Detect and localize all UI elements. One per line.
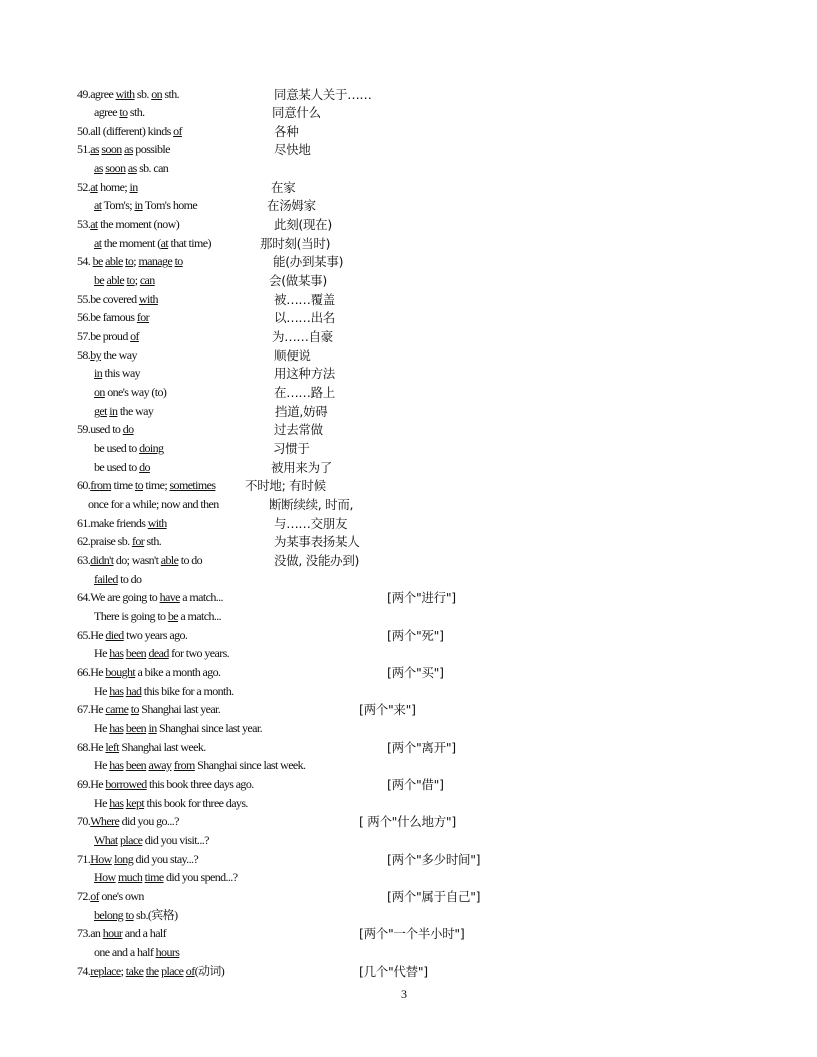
- phrase-chinese: 过去常做: [274, 422, 323, 437]
- underlined-keyword: sometimes: [169, 478, 216, 492]
- underlined-keyword: in: [134, 198, 143, 212]
- phrase-text: and a half: [122, 926, 167, 940]
- phrase-text: ;: [133, 254, 139, 268]
- phrase-chinese: [ 两个"什么地方"]: [359, 814, 456, 829]
- phrase-text: once for a while; now and then: [88, 497, 219, 511]
- phrase-text: one's way (to): [104, 385, 167, 399]
- underlined-keyword: came: [105, 702, 129, 716]
- phrase-chinese: 能(办到某事): [273, 254, 344, 269]
- underlined-keyword: do: [122, 422, 134, 436]
- phrase-text: one and a half: [94, 945, 156, 959]
- phrase-text: 72.: [77, 889, 91, 903]
- underlined-keyword: died: [105, 628, 124, 642]
- underlined-keyword: be: [167, 609, 178, 623]
- phrase-text: a match...: [178, 609, 222, 623]
- phrase-english: [94, 236, 211, 251]
- phrase-chinese: [两个"离开"]: [387, 740, 456, 755]
- underlined-keyword: in: [94, 366, 103, 380]
- phrase-english: [77, 534, 161, 549]
- underlined-keyword: had: [125, 684, 142, 698]
- underlined-keyword: away: [148, 758, 172, 772]
- phrase-english: [94, 441, 163, 456]
- phrase-chinese: 为……自豪: [272, 329, 334, 344]
- phrase-chinese: 为某事表扬某人: [274, 534, 360, 549]
- phrase-english: [94, 161, 168, 176]
- phrase-text: time;: [143, 478, 170, 492]
- phrase-text: sb.(宾格): [133, 908, 178, 922]
- phrase-text: He: [94, 721, 110, 735]
- phrase-text: one's own: [99, 889, 144, 903]
- phrase-chinese: 在家: [271, 180, 296, 195]
- phrase-text: 66.He: [77, 665, 106, 679]
- underlined-keyword: as: [127, 161, 137, 175]
- phrase-text: 58.: [77, 348, 91, 362]
- underlined-keyword: dead: [148, 646, 169, 660]
- underlined-keyword: didn't: [90, 553, 114, 567]
- phrase-english: [77, 254, 183, 269]
- underlined-keyword: long: [114, 852, 134, 866]
- underlined-keyword: to: [130, 702, 139, 716]
- phrase-english: [77, 87, 179, 102]
- phrase-text: to do: [117, 572, 142, 586]
- phrase-chinese: 同意某人关于……: [274, 87, 372, 102]
- phrase-english: [77, 628, 187, 643]
- underlined-keyword: hour: [102, 926, 123, 940]
- phrase-text: the moment (now): [97, 217, 180, 231]
- phrase-text: a bike a month ago.: [135, 665, 221, 679]
- phrase-text: 71.: [77, 852, 91, 866]
- phrase-english: [77, 702, 220, 717]
- underlined-keyword: to: [134, 478, 144, 492]
- phrase-english: [94, 646, 229, 661]
- phrase-text: 62.praise sb.: [77, 534, 132, 548]
- phrase-chinese: 与……交朋友: [274, 516, 348, 531]
- phrase-text: 68.He: [77, 740, 106, 754]
- phrase-english: [77, 590, 223, 605]
- underlined-keyword: the: [145, 964, 159, 978]
- phrase-english: [77, 478, 215, 493]
- phrase-english: [77, 889, 144, 904]
- phrase-chinese: 习惯于: [273, 441, 310, 456]
- phrase-text: 69.He: [77, 777, 106, 791]
- phrase-text: He: [94, 796, 110, 810]
- underlined-keyword: with: [115, 87, 135, 101]
- phrase-text: did you stay...?: [133, 852, 199, 866]
- underlined-keyword: can: [139, 273, 155, 287]
- underlined-keyword: as: [90, 142, 99, 156]
- phrase-text: 50.all (different) kinds: [77, 124, 174, 138]
- phrase-text: 64.We are going to: [77, 590, 160, 604]
- underlined-keyword: belong: [94, 908, 124, 922]
- underlined-keyword: borrowed: [105, 777, 147, 791]
- underlined-keyword: take: [125, 964, 144, 978]
- phrase-chinese: 被用来为了: [271, 460, 333, 475]
- phrase-text: the moment (: [101, 236, 161, 250]
- phrase-text: did you visit...?: [142, 833, 209, 847]
- phrase-text: time: [111, 478, 135, 492]
- phrase-chinese: 在汤姆家: [267, 198, 316, 213]
- phrase-english: [77, 777, 254, 792]
- underlined-keyword: How: [94, 870, 116, 884]
- underlined-keyword: to: [125, 908, 134, 922]
- underlined-keyword: kept: [125, 796, 145, 810]
- underlined-keyword: able: [160, 553, 179, 567]
- phrase-chinese: 以……出名: [274, 310, 336, 325]
- phrase-chinese: [几个"代替"]: [359, 964, 428, 979]
- underlined-keyword: soon: [101, 142, 122, 156]
- phrase-english: [94, 105, 145, 120]
- underlined-keyword: of: [130, 329, 139, 343]
- underlined-keyword: been: [125, 646, 147, 660]
- phrase-text: 70.: [77, 814, 91, 828]
- phrase-chinese: [两个"属于自己"]: [387, 889, 481, 904]
- phrase-text: 51.: [77, 142, 91, 156]
- phrase-text: 67.He: [77, 702, 106, 716]
- phrase-text: did you spend...?: [163, 870, 238, 884]
- underlined-keyword: at: [160, 236, 169, 250]
- phrase-english: [77, 926, 166, 941]
- underlined-keyword: at: [90, 180, 98, 194]
- phrase-text: (动词): [194, 964, 225, 978]
- phrase-text: 74.: [77, 964, 91, 978]
- phrase-english: [94, 609, 221, 624]
- underlined-keyword: has: [109, 721, 124, 735]
- phrase-english: [94, 385, 166, 400]
- phrase-text: 59.used to: [77, 422, 123, 436]
- underlined-keyword: able: [106, 273, 125, 287]
- phrase-english: [77, 516, 167, 531]
- phrase-text: Shanghai last week.: [119, 740, 206, 754]
- phrase-english: [94, 198, 197, 213]
- phrase-text: Shanghai last year.: [138, 702, 221, 716]
- phrase-text: 54.: [77, 254, 93, 268]
- underlined-keyword: to: [126, 273, 135, 287]
- phrase-text: for two years.: [168, 646, 230, 660]
- phrase-chinese: 没做, 没能办到): [274, 553, 360, 568]
- phrase-text: be used to: [94, 460, 140, 474]
- underlined-keyword: to: [125, 254, 134, 268]
- underlined-keyword: has: [109, 684, 124, 698]
- phrase-text: Shanghai since last year.: [156, 721, 262, 735]
- phrase-text: 55.be covered: [77, 292, 139, 306]
- phrase-english: [77, 740, 206, 755]
- phrase-text: 63.: [77, 553, 91, 567]
- underlined-keyword: How: [90, 852, 112, 866]
- phrase-text: do; wasn't: [113, 553, 161, 567]
- underlined-keyword: left: [105, 740, 119, 754]
- phrase-chinese: [两个"多少时间"]: [387, 852, 481, 867]
- phrase-text: He: [94, 646, 110, 660]
- underlined-keyword: bought: [105, 665, 136, 679]
- phrase-english: [77, 310, 149, 325]
- phrase-english: [77, 814, 179, 829]
- underlined-keyword: from: [90, 478, 112, 492]
- phrase-text: to do: [178, 553, 203, 567]
- phrase-chinese: [两个"死"]: [387, 628, 444, 643]
- phrase-text: sth.: [162, 87, 180, 101]
- phrase-english: [77, 329, 139, 344]
- phrase-text: two years ago.: [123, 628, 188, 642]
- underlined-keyword: has: [109, 646, 124, 660]
- phrase-chinese: [两个"一个半小时"]: [359, 926, 465, 941]
- underlined-keyword: much: [117, 870, 143, 884]
- phrase-text: the way: [117, 404, 154, 418]
- phrase-text: 57.be proud: [77, 329, 131, 343]
- underlined-keyword: place: [120, 833, 143, 847]
- phrase-text: sth.: [144, 534, 162, 548]
- phrase-chinese: 顺便说: [274, 348, 311, 363]
- underlined-keyword: place: [161, 964, 184, 978]
- phrase-text: this book three days ago.: [146, 777, 254, 791]
- phrase-text: 49.agree: [77, 87, 116, 101]
- phrase-english: [94, 908, 177, 923]
- underlined-keyword: be: [92, 254, 103, 268]
- phrase-chinese: 此刻(现在): [274, 217, 332, 232]
- phrase-chinese: [两个"进行"]: [387, 590, 456, 605]
- underlined-keyword: of: [185, 964, 195, 978]
- phrase-text: sb.: [134, 87, 152, 101]
- underlined-keyword: able: [105, 254, 123, 268]
- phrase-text: that time): [168, 236, 211, 250]
- phrase-text: this book for three days.: [144, 796, 248, 810]
- phrase-chinese: [两个"来"]: [359, 702, 416, 717]
- underlined-keyword: soon: [105, 161, 126, 175]
- phrase-chinese: [两个"借"]: [387, 777, 444, 792]
- underlined-keyword: hours: [155, 945, 180, 959]
- underlined-keyword: manage: [138, 254, 173, 268]
- underlined-keyword: Where: [90, 814, 120, 828]
- phrase-chinese: 在……路上: [274, 385, 336, 400]
- underlined-keyword: with: [147, 516, 167, 530]
- phrase-text: 61.make friends: [77, 516, 148, 530]
- underlined-keyword: doing: [139, 441, 164, 455]
- underlined-keyword: get: [94, 404, 107, 418]
- phrase-text: He: [94, 684, 110, 698]
- phrase-english: [77, 142, 170, 157]
- phrase-text: Tom's home: [142, 198, 198, 212]
- phrase-text: He: [94, 758, 110, 772]
- phrase-english: [94, 404, 153, 419]
- phrase-chinese: [两个"买"]: [387, 665, 444, 680]
- underlined-keyword: on: [94, 385, 105, 399]
- underlined-keyword: been: [125, 758, 147, 772]
- phrase-chinese: 同意什么: [272, 105, 321, 120]
- phrase-text: 52.: [77, 180, 91, 194]
- phrase-text: 53.: [77, 217, 91, 231]
- phrase-text: the way: [101, 348, 137, 362]
- underlined-keyword: in: [148, 721, 157, 735]
- phrase-text: this bike for a month.: [141, 684, 234, 698]
- underlined-keyword: has: [109, 758, 124, 772]
- phrase-chinese: 被……覆盖: [274, 292, 336, 307]
- underlined-keyword: been: [125, 721, 147, 735]
- underlined-keyword: in: [109, 404, 118, 418]
- phrase-text: There is going to: [94, 609, 168, 623]
- phrase-text: possible: [132, 142, 170, 156]
- phrase-english: [94, 796, 248, 811]
- phrase-english: [94, 721, 262, 736]
- underlined-keyword: What: [94, 833, 118, 847]
- phrase-chinese: 不时地; 有时候: [245, 478, 326, 493]
- phrase-text: 56.be famous: [77, 310, 137, 324]
- phrase-text: sth.: [127, 105, 145, 119]
- phrase-english: [77, 964, 224, 979]
- underlined-keyword: by: [90, 348, 102, 362]
- phrase-text: ;: [134, 273, 140, 287]
- underlined-keyword: at: [94, 198, 102, 212]
- underlined-keyword: of: [90, 889, 99, 903]
- underlined-keyword: to: [174, 254, 183, 268]
- phrase-english: [94, 945, 179, 960]
- underlined-keyword: on: [151, 87, 162, 101]
- underlined-keyword: time: [144, 870, 164, 884]
- phrase-english: [77, 292, 158, 307]
- phrase-english: [94, 273, 155, 288]
- phrase-chinese: 尽快地: [274, 142, 311, 157]
- underlined-keyword: as: [124, 142, 133, 156]
- phrase-chinese: 会(做某事): [269, 273, 327, 288]
- underlined-keyword: failed: [94, 572, 118, 586]
- phrase-text: did you go...?: [119, 814, 179, 828]
- phrase-text: Tom's;: [101, 198, 135, 212]
- phrase-chinese: 那时刻(当时): [260, 236, 331, 251]
- underlined-keyword: in: [129, 180, 138, 194]
- phrase-english: [94, 460, 150, 475]
- phrase-english: [77, 422, 134, 437]
- underlined-keyword: to: [119, 105, 128, 119]
- underlined-keyword: at: [94, 236, 102, 250]
- underlined-keyword: as: [94, 161, 103, 175]
- underlined-keyword: for: [131, 534, 145, 548]
- phrase-english: [94, 366, 140, 381]
- phrase-english: [77, 124, 182, 139]
- underlined-keyword: replace: [90, 964, 121, 978]
- phrase-text: 73.an: [77, 926, 103, 940]
- phrase-english: [77, 852, 198, 867]
- underlined-keyword: has: [109, 796, 124, 810]
- phrase-chinese: 断断续续, 时而,: [269, 497, 354, 512]
- underlined-keyword: of: [173, 124, 182, 138]
- phrase-english: [77, 553, 202, 568]
- underlined-keyword: from: [173, 758, 195, 772]
- phrase-english: [77, 180, 138, 195]
- underlined-keyword: be: [94, 273, 105, 287]
- phrase-text: be used to: [94, 441, 140, 455]
- underlined-keyword: with: [138, 292, 158, 306]
- phrase-english: [94, 870, 237, 885]
- underlined-keyword: at: [90, 217, 98, 231]
- phrase-english: [94, 833, 209, 848]
- phrase-text: ;: [120, 964, 126, 978]
- phrase-text: this way: [102, 366, 141, 380]
- phrase-chinese: 挡道,妨碍: [275, 404, 328, 419]
- phrase-text: home;: [97, 180, 130, 194]
- phrase-english: [77, 665, 220, 680]
- page-number: 3: [401, 987, 407, 1001]
- phrase-english: [77, 217, 179, 232]
- phrase-chinese: 各种: [274, 124, 299, 139]
- phrase-text: agree: [94, 105, 120, 119]
- underlined-keyword: have: [159, 590, 180, 604]
- phrase-english: [94, 758, 305, 773]
- phrase-text: 60.: [77, 478, 91, 492]
- underlined-keyword: for: [136, 310, 150, 324]
- phrase-english: [88, 497, 219, 512]
- phrase-text: 65.He: [77, 628, 106, 642]
- phrase-english: [94, 684, 234, 699]
- phrase-english: [94, 572, 141, 587]
- phrase-chinese: 用这种方法: [274, 366, 336, 381]
- phrase-text: a match...: [179, 590, 223, 604]
- phrase-text: sb. can: [136, 161, 169, 175]
- phrase-english: [77, 348, 137, 363]
- underlined-keyword: do: [139, 460, 150, 474]
- phrase-text: Shanghai since last week.: [194, 758, 306, 772]
